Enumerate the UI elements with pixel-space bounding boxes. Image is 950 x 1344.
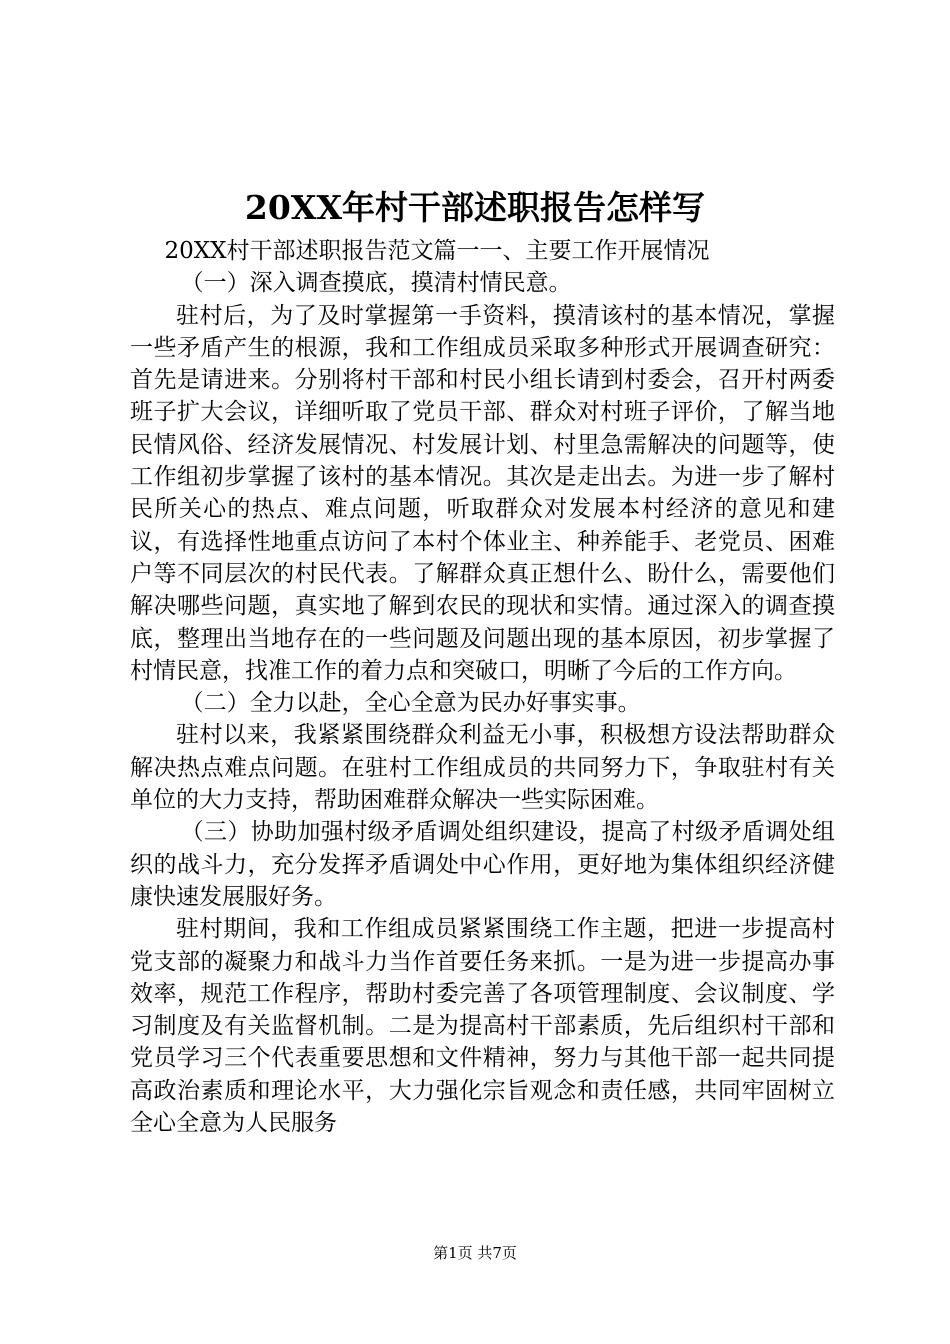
paragraph-intro: 20XX村干部述职报告范文篇一一、主要工作开展情况 [164, 238, 710, 264]
document-title: 20XX年村干部述职报告怎样写 [244, 188, 706, 227]
section-heading-1: （一）深入调查摸底，摸清村情民意。 [180, 270, 572, 297]
paragraph-3: 驻村期间，我和工作组成员紧紧围绕工作主题，把进一步提高村党支部的凝聚力和战斗力当作首要任务来抓。一是为进一步提高办事效率，规范工作程序，帮助村委完善了各项管理制度、会议制度、学习制度及有关监督机制。二是为提高村干部素质，先后组织村干部和党员学习三个代表重要思想和文件精神，努力与其他干部一起共同提高政治素质和理论水平，大力强化宗旨观念和责任感，共同牢固树立全心全意为人民服务 [130, 916, 835, 1137]
section-heading-3: （三）协助加强村级矛盾调处组织建设，提高了村级矛盾调处组织的战斗力，充分发挥矛盾调处中心作用，更好地为集体组织经济健康快速发展服好务。 [130, 819, 835, 910]
section-heading-2: （二）全力以赴，全心全意为民办好事实事。 [180, 690, 641, 717]
paragraph-2: 驻村以来，我紧紧围绕群众利益无小事，积极想方设法帮助群众解决热点难点问题。在驻村工作组成员的共同努力下，争取驻村有关单位的大力支持，帮助困难群众解决一些实际困难。 [130, 722, 835, 814]
paragraph-1: 驻村后，为了及时掌握第一手资料，摸清该村的基本情况，掌握一些矛盾产生的根源，我和工作组成员采取多种形式开展调查研究：首先是请进来。分别将村干部和村民小组长请到村委会，召开村两委班子扩大会议，详细听取了党员干部、群众对村班子评价，了解当地民情风俗、经济发展情况、村发展计划、村里急需解决的问题等，使工作组初步掌握了该村的基本情况。其次是走出去。为进一步了解村民所关心的热点、难点问题，听取群众对发展本村经济的意见和建议，有选择性地重点访问了本村个体业主、种养能手、老党员、困难户等不同层次的村民代表。了解群众真正想什么、盼什么，需要他们解决哪些问题，真实地了解到农民的现状和实情。通过深入的调查摸底，整理出当地存在的一些问题及问题出现的基本原因，初步掌握了村情民意，找准工作的着力点和突破口，明晰了今后的工作方向。 [130, 302, 835, 684]
page-number-footer: 第1页 共7页 [433, 1244, 517, 1262]
document-body [130, 235, 835, 1139]
